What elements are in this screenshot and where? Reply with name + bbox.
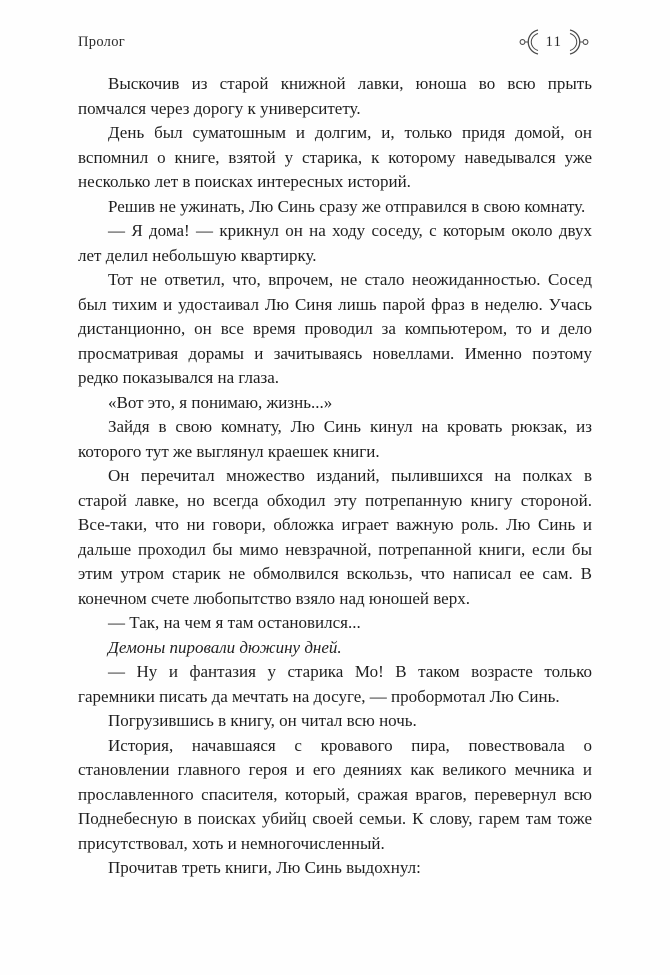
paragraph: Он перечитал множество изданий, пылившихся на полках в старой лавке, но всегда обходил эту потрепанную книгу стороной. Все-таки, что ни говори, обложка играет важную роль. Лю Синь и дальше проходил бы мимо невзрачной, потрепанной книги, если бы этим утром старик не обмолвился вскользь, что написал ее сам. В конечном счете любопытство взяло над юношей верх. [78, 466, 592, 608]
ornament-right-flourish [568, 27, 592, 57]
page-header [78, 24, 592, 60]
paragraph-book-quote: Демоны пировали дюжину дней. [108, 637, 342, 657]
paragraph: Зайдя в свою комнату, Лю Синь кинул на кровать рюкзак, из которого тут же выглянул краешек книги. [78, 417, 592, 461]
running-title: Пролог [78, 33, 126, 50]
paragraph-thought: «Вот это, я понимаю, жизнь...» [108, 392, 333, 412]
paragraph: История, начавшаяся с кровавого пира, повествовала о становлении главного героя и его деяниях как великого мечника и прославленного спасителя, который, сражая врагов, перевернул всю Поднебесную в поисках убийц своей семьи. К слову, гарем там тоже присутствовал, хоть и немногочисленный. [78, 735, 592, 853]
paragraph-dialogue: — Ну и фантазия у старика Мо! В таком возрасте только гаремники писать да мечтать на досуге, — пробормотал Лю Синь. [78, 662, 592, 706]
body-text [78, 72, 592, 881]
paragraph: Прочитав треть книги, Лю Синь выдохнул: [108, 858, 421, 877]
paragraph-dialogue: — Так, на чем я там остановился... [108, 613, 361, 632]
paragraph: Выскочив из старой книжной лавки, юноша во всю прыть помчался через дорогу к университету. [78, 74, 592, 118]
paragraph-dialogue: — Я дома! — крикнул он на ходу соседу, с которым около двух лет делил небольшую квартирку. [78, 221, 592, 265]
page-number-cartouche [516, 27, 592, 57]
page-number: 11 [545, 33, 562, 50]
ornament-left-flourish [516, 27, 540, 57]
paragraph: Тот не ответил, что, впрочем, не стало неожиданностью. Сосед был тихим и удостаивал Лю Синя лишь парой фраз в неделю. Учась дистанционно, он все время проводил за компьютером, то и дело просматривая дорамы и зачитываясь новеллами. Именно поэтому редко показывался на глаза. [78, 270, 592, 387]
paragraph: Погрузившись в книгу, он читал всю ночь. [108, 711, 417, 730]
paragraph: День был суматошным и долгим, и, только придя домой, он вспомнил о книге, взятой у старика, к которому наведывался уже несколько лет в поисках интересных историй. [78, 123, 592, 191]
paragraph: Решив не ужинать, Лю Синь сразу же отправился в свою комнату. [108, 196, 586, 216]
